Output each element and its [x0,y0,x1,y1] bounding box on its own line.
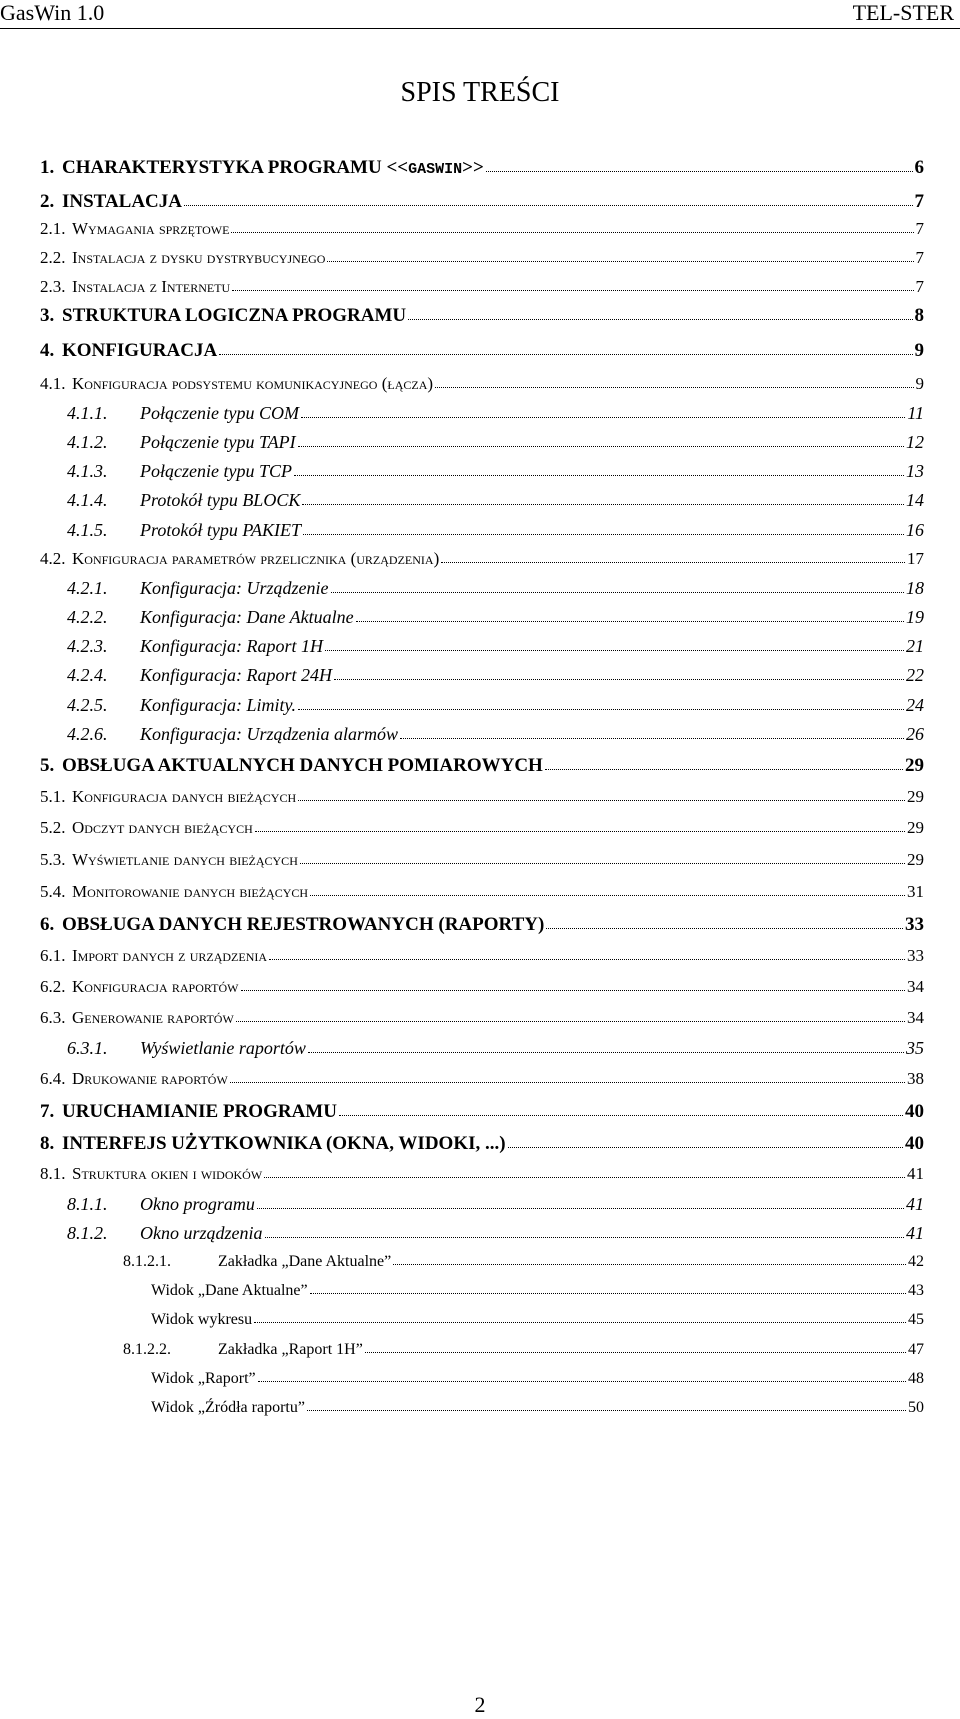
toc-entry-title: Widok „Dane Aktualne” [151,1282,308,1299]
toc-entry[interactable] [123,1341,924,1359]
toc-entry-page: 40 [905,1133,924,1154]
toc-entry[interactable] [40,305,924,327]
toc-entry-number: 8.1.2. [67,1223,108,1243]
toc-leader-dots [408,308,912,320]
toc-entry-page: 7 [914,191,924,212]
toc-entry-page: 34 [907,977,924,996]
toc-entry-page: 8 [914,305,924,326]
toc-entry-page: 18 [906,578,924,598]
toc-leader-dots [254,1313,906,1324]
toc-entry-number: 4.1.1. [67,403,108,423]
toc-entry[interactable] [67,578,924,599]
toc-entry-page: 41 [907,1164,924,1183]
toc-entry-number: 6.1. [40,946,66,965]
toc-entry-page: 13 [906,461,924,481]
toc-entry-title: INSTALACJA [62,191,183,212]
toc-entry-title: Konfiguracja: Urządzenie [140,578,329,598]
toc-leader-dots [356,610,904,622]
toc-entry-number: 6.3.1. [67,1038,108,1058]
toc-entry-page: 14 [906,490,924,510]
toc-entry-number: 4.2.4. [67,665,108,685]
toc-entry-page: 22 [906,665,924,685]
toc-entry-title: Zakładka „Raport 1H” [218,1341,363,1358]
toc-entry-number: 2.2. [40,248,66,267]
toc-leader-dots [486,160,913,172]
toc-entry[interactable] [67,403,924,424]
toc-entry-page: 21 [906,636,924,656]
toc-entry[interactable] [67,665,924,686]
toc-leader-dots [232,280,913,291]
toc-leader-dots [301,406,905,418]
toc-entry[interactable] [67,695,924,716]
toc-entry-page: 43 [908,1282,924,1299]
toc-entry-number: 8. [40,1133,55,1154]
toc-entry[interactable] [40,340,924,362]
toc-entry[interactable] [40,219,924,239]
toc-entry[interactable] [67,490,924,511]
toc-entry-number: 4. [40,340,55,361]
toc-entry[interactable] [67,1038,924,1059]
toc-entry-number: 6.4. [40,1069,66,1088]
toc-entry[interactable] [151,1311,924,1329]
toc-entry-page: 7 [915,248,924,267]
toc-leader-dots [400,727,904,739]
toc-entry[interactable] [40,882,924,902]
toc-entry-page: 19 [906,607,924,627]
toc-entry[interactable] [151,1370,924,1388]
toc-entry-number: 1. [40,157,55,178]
toc-entry-title: Konfiguracja parametrów przelicznika (urządzenia) [72,549,440,568]
toc-entry-title: Okno urządzenia [140,1223,263,1243]
toc-entry-title: Konfiguracja podsystemu komunikacyjnego (łącza) [72,374,434,393]
toc-entry-number: 6.3. [40,1008,66,1027]
toc-entry-page: 47 [908,1341,924,1358]
toc-entry[interactable] [67,607,924,628]
toc-entry-number: 6.2. [40,977,66,996]
toc-entry-number: 8.1.2.2. [123,1341,171,1358]
toc-entry-number: 4.1. [40,374,66,393]
toc-entry-page: 11 [907,403,924,423]
toc-entry-number: 8.1.1. [67,1194,108,1214]
toc-entry[interactable] [40,277,924,297]
toc-entry[interactable] [40,850,924,870]
toc-entry[interactable] [40,1164,924,1184]
toc-entry-page: 6 [914,157,924,178]
toc-entry-page: 38 [907,1069,924,1088]
toc-entry[interactable] [151,1282,924,1300]
toc-entry-title: Okno programu [140,1194,255,1214]
toc-leader-dots [298,698,904,710]
toc-entry-page: 40 [905,1101,924,1122]
toc-entry-title: Konfiguracja raportów [72,977,239,996]
toc-entry-number: 4.1.2. [67,432,108,452]
toc-leader-dots [264,1167,905,1178]
toc-entry-page: 48 [908,1370,924,1387]
toc-leader-dots [303,523,904,535]
toc-entry-page: 50 [908,1399,924,1416]
header-right-text: TEL-STER [852,0,954,25]
toc-leader-dots [441,552,905,563]
toc-entry-page: 29 [907,850,924,869]
toc-entry-page: 41 [906,1223,924,1243]
toc-leader-dots [302,493,904,505]
toc-entry[interactable] [151,1399,924,1417]
toc-leader-dots [435,377,913,388]
toc-entry-title: Odczyt danych bieżących [72,818,253,837]
toc-leader-dots [230,1072,905,1083]
toc-leader-dots [393,1255,906,1266]
toc-entry-number: 6. [40,914,55,935]
toc-entry[interactable] [40,248,924,268]
toc-entry[interactable] [40,1008,924,1028]
header-left-text: GasWin 1.0 [0,0,105,25]
toc-entry-page: 29 [905,755,924,776]
toc-entry[interactable] [40,374,924,394]
toc-entry[interactable] [67,724,924,745]
toc-entry-page: 24 [906,695,924,715]
toc-entry-title: Wymagania sprzętowe [72,219,230,238]
toc-leader-dots [236,1011,905,1022]
toc-entry-title: STRUKTURA LOGICZNA PROGRAMU [62,305,407,326]
toc-leader-dots [300,853,905,864]
toc-entry[interactable] [40,914,924,936]
toc-leader-dots [325,639,904,651]
toc-leader-dots [310,1284,906,1295]
toc-leader-dots [219,343,912,355]
toc-entry[interactable] [67,636,924,657]
toc-leader-dots [546,917,903,929]
toc-entry[interactable] [67,1223,924,1244]
toc-entry-page: 35 [906,1038,924,1058]
toc-entry-title: Połączenie typu COM [140,403,299,423]
toc-entry-title: Drukowanie raportów [72,1069,228,1088]
toc-entry-title: Połączenie typu TCP [140,461,292,481]
toc-entry-page: 16 [906,520,924,540]
toc-entry-title: Instalacja z dysku dystrybucyjnego [72,248,326,267]
toc-leader-dots [258,1372,906,1383]
toc-entry-program-name: GASWIN [408,161,463,178]
toc-entry[interactable] [40,157,924,179]
toc-entry-number: 5.1. [40,787,66,806]
toc-entry-title: Generowanie raportów [72,1008,234,1027]
toc-entry[interactable] [40,1101,924,1123]
toc-leader-dots [231,222,913,233]
toc-entry-number: 4.2.5. [67,695,108,715]
toc-entry-title: Konfiguracja: Raport 24H [140,665,332,685]
toc-entry[interactable] [67,1194,924,1215]
toc-entry-page: 33 [905,914,924,935]
toc-entry-title: CHARAKTERYSTYKA PROGRAMU << [62,157,409,178]
toc-entry-page: 31 [907,882,924,901]
toc-entry-number: 4.2.6. [67,724,108,744]
toc-leader-dots [298,790,905,801]
toc-entry-page: 29 [907,818,924,837]
toc-leader-dots [327,251,913,262]
toc-entry-title: Widok wykresu [151,1311,253,1328]
toc-entry-number: 4.2.1. [67,578,108,598]
toc-entry-title: Wyświetlanie raportów [140,1038,306,1058]
toc-entry-page: 42 [908,1253,924,1270]
toc-entry-title: Import danych z urządzenia [72,946,268,965]
toc-entry-number: 2.1. [40,219,66,238]
toc-entry[interactable] [123,1253,924,1271]
toc-entry-title: Widok „Źródła raportu” [151,1399,305,1416]
toc-entry-number: 7. [40,1101,55,1122]
toc-entry-number: 4.2.3. [67,636,108,656]
toc-entry-title: Protokół typu BLOCK [140,490,301,510]
toc-entry-title: Monitorowanie danych bieżących [72,882,309,901]
toc-leader-dots [331,581,905,593]
toc-leader-dots [334,668,904,680]
toc-entry-number: 8.1. [40,1164,66,1183]
toc-entry-page: 41 [906,1194,924,1214]
toc-entry[interactable] [40,191,924,213]
toc-entry[interactable] [67,520,924,541]
toc-entry-title: Instalacja z Internetu [72,277,231,296]
toc-leader-dots [298,435,904,447]
toc-leader-dots [307,1401,906,1412]
toc-entry[interactable] [67,432,924,453]
toc-entry-title: OBSŁUGA AKTUALNYCH DANYCH POMIAROWYCH [62,755,543,776]
toc-entry-page: 7 [915,277,924,296]
toc-leader-dots [184,194,912,206]
toc-entry-number: 2.3. [40,277,66,296]
toc-entry-title: Konfiguracja: Dane Aktualne [140,607,354,627]
toc-entry-title: Konfiguracja: Raport 1H [140,636,323,656]
toc-entry-number: 4.2.2. [67,607,108,627]
toc-entry-number: 3. [40,305,55,326]
toc-entry-number: 5.4. [40,882,66,901]
toc-entry-title: Zakładka „Dane Aktualne” [218,1253,392,1270]
toc-entry-title: URUCHAMIANIE PROGRAMU [62,1101,337,1122]
toc-entry-title: Konfiguracja: Urządzenia alarmów [140,724,399,744]
toc-entry[interactable] [40,1133,924,1155]
toc-entry-title: INTERFEJS UŻYTKOWNIKA (OKNA, WIDOKI, ...) [62,1133,506,1154]
toc-entry[interactable] [40,755,924,777]
toc-entry-page: 33 [907,946,924,965]
toc-entry[interactable] [40,787,924,807]
toc-entry-page: 12 [906,432,924,452]
toc-entry-title: Konfiguracja: Limity. [140,695,297,715]
toc-entry-title: Połączenie typu TAPI [140,432,296,452]
toc-entry[interactable] [40,549,924,569]
toc-entry-title: OBSŁUGA DANYCH REJESTROWANYCH (RAPORTY) [62,914,545,935]
toc-entry-page: 45 [908,1311,924,1328]
toc-leader-dots [310,885,905,896]
toc-entry-page: 29 [907,787,924,806]
toc-entry-number: 4.1.5. [67,520,108,540]
toc-leader-dots [265,1226,905,1238]
toc-leader-dots [255,821,905,832]
toc-entry-title: Struktura okien i widoków [72,1164,263,1183]
toc-entry-number: 4.1.3. [67,461,108,481]
toc-entry-number: 4.1.4. [67,490,108,510]
toc-leader-dots [241,980,906,991]
toc-leader-dots [269,949,905,960]
toc-entry-number: 4.2. [40,549,66,568]
toc-entry-page: 9 [915,374,924,393]
toc-leader-dots [257,1197,904,1209]
toc-entry-page: 17 [907,549,924,568]
page-title: SPIS TREŚCI [400,77,560,108]
toc-entry[interactable] [40,818,924,838]
toc-leader-dots [365,1343,906,1354]
toc-entry[interactable] [40,946,924,966]
toc-entry-title: KONFIGURACJA [62,340,218,361]
toc-leader-dots [339,1104,903,1116]
toc-entry-title: Widok „Raport” [151,1370,256,1387]
toc-entry-page: 34 [907,1008,924,1027]
toc-entry-page: 7 [915,219,924,238]
toc-entry-number: 5.3. [40,850,66,869]
toc-entry-number: 5. [40,755,55,776]
toc-entry-title: Wyświetlanie danych bieżących [72,850,298,869]
toc-entry-title: Konfiguracja danych bieżących [72,787,297,806]
toc-leader-dots [508,1136,903,1148]
toc-entry-number: 5.2. [40,818,66,837]
toc-leader-dots [308,1041,904,1053]
toc-entry-page: 9 [914,340,924,361]
toc-entry-page: 26 [906,724,924,744]
toc-entry[interactable] [40,977,924,997]
toc-entry-number: 2. [40,191,55,212]
page-number: 2 [474,1692,486,1717]
toc-entry-title-suffix: >> [462,157,484,178]
toc-leader-dots [545,758,903,770]
toc-entry-title: Protokół typu PAKIET [140,520,301,540]
toc-entry[interactable] [40,1069,924,1089]
toc-entry-number: 8.1.2.1. [123,1253,171,1270]
toc-leader-dots [294,464,904,476]
toc-entry[interactable] [67,461,924,482]
